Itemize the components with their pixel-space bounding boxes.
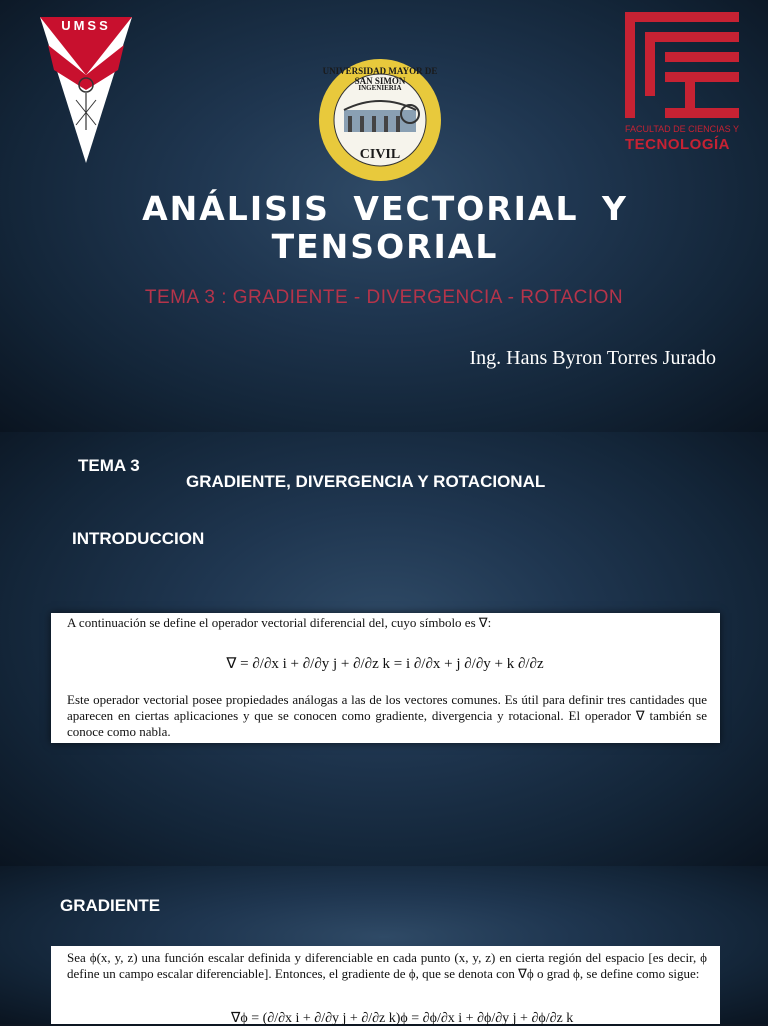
fct-logo-line2: TECNOLOGÍA xyxy=(625,136,730,153)
nabla-formula-text: ∇ = ∂/∂x i + ∂/∂y j + ∂/∂z k = i ∂/∂x + j ∂/∂y + k ∂/∂z xyxy=(226,656,544,672)
seal-civil-text: CIVIL xyxy=(359,147,401,162)
subtitle: TEMA 3 : GRADIENTE - DIVERGENCIA - ROTACION xyxy=(144,287,624,308)
title-slide xyxy=(0,0,768,432)
description-paragraph: Este operador vectorial posee propiedades análogas a las de los vectores comunes. Es útil para definir tres cantidades que aparecen en ciertas aplicaciones y que se conocen como gradiente, divergencia y rotacional. El operador ∇ también se conoce como nabla. xyxy=(67,692,707,739)
intro-paragraph: A continuación se define el operador vectorial diferencial del, cuyo símbolo es ∇: xyxy=(67,615,492,630)
gradient-paragraph: Sea ϕ(x, y, z) una función escalar definida y diferenciable en cada punto (x, y, z) en cierta región del espacio [es decir, ϕ define un campo escalar diferenciable]. Entonces, el gradiente de ϕ, que se denota con ∇ϕ o grad ϕ, se define como sigue: xyxy=(67,950,707,981)
tema-label: TEMA 3 xyxy=(78,456,140,475)
seal-faculty-text: INGENIERIA xyxy=(358,84,402,92)
fct-logo-line1: FACULTAD DE CIENCIAS Y xyxy=(625,124,740,134)
fct-logo xyxy=(625,12,739,118)
title-line-2: TENSORIAL xyxy=(271,227,499,266)
gradient-definition-box xyxy=(51,946,720,1024)
umss-logo-text: UMSS xyxy=(61,18,111,33)
umss-shield-logo xyxy=(38,15,134,165)
gradient-formula xyxy=(231,1002,591,1026)
page-title xyxy=(60,190,710,266)
nabla-definition-box xyxy=(51,613,720,743)
gradient-heading: GRADIENTE xyxy=(60,896,161,915)
author-name: Ing. Hans Byron Torres Jurado xyxy=(469,347,716,369)
title-line-1: ANÁLISIS VECTORIAL Y xyxy=(142,189,628,228)
nabla-formula xyxy=(51,643,720,683)
intro-label: INTRODUCCION xyxy=(72,529,205,548)
section-heading: GRADIENTE, DIVERGENCIA Y ROTACIONAL xyxy=(186,472,546,491)
seal-university-text: UNIVERSIDAD MAYOR DE SAN SIMON xyxy=(322,66,438,86)
gradient-formula-text: ∇ϕ = (∂/∂x i + ∂/∂y j + ∂/∂z k)ϕ = ∂ϕ/∂x i + ∂ϕ/∂y j + ∂ϕ/∂z k xyxy=(231,1011,574,1026)
